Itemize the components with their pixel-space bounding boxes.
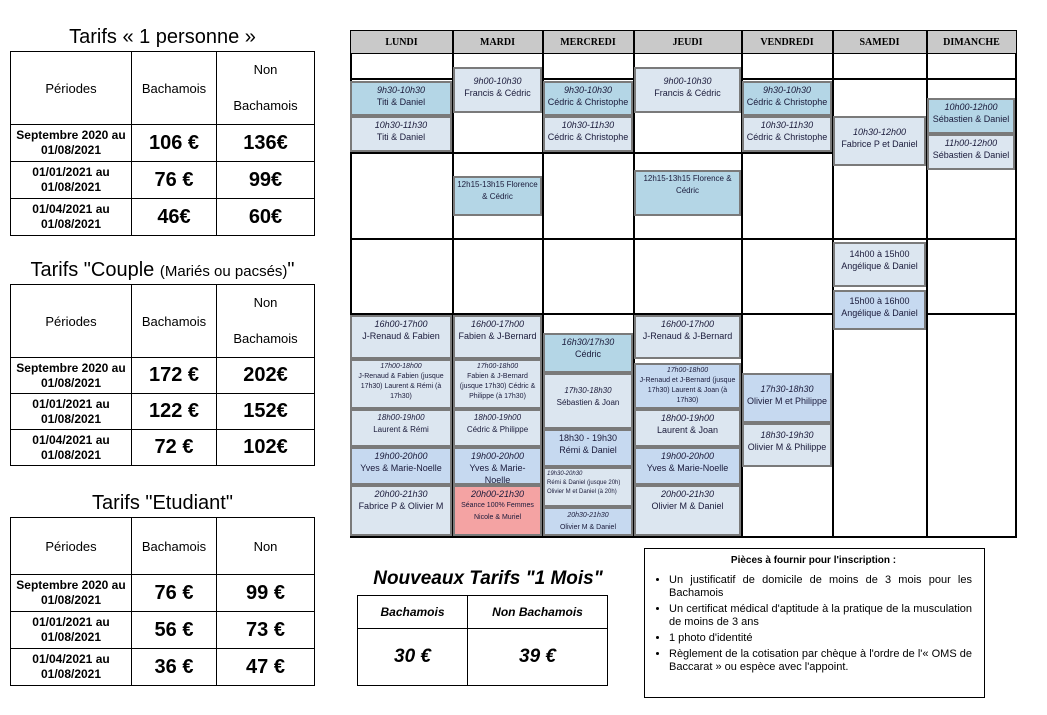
header-non-bachamois: Non Bachamois <box>217 52 315 125</box>
slot-jeudi-5: 18h00-19h00 Laurent & Joan <box>634 409 741 447</box>
tarif-etudiant-title: Tarifs "Etudiant" <box>92 492 233 514</box>
period-cell: 01/01/2021 au 01/08/2021 <box>11 394 132 430</box>
slot-lundi-3: 16h00-17h00 J-Renaud & Fabien <box>350 315 452 359</box>
slot-mardi-2: 12h15-13h15 Florence & Cédric <box>453 176 542 216</box>
period-cell: Septembre 2020 au 01/08/2021 <box>11 575 132 612</box>
header-bachamois: Bachamois <box>358 596 468 629</box>
price-bachamois: 122 € <box>132 394 217 430</box>
nouveaux-tarifs-table <box>357 595 608 686</box>
weekly-schedule <box>350 30 1017 538</box>
slot-mercredi-1: 9h30-10h30 Cédric & Christophe <box>543 81 633 116</box>
slot-jeudi-7: 20h00-21h30 Olivier M & Daniel <box>634 485 741 536</box>
slot-lundi-4: 17h00-18h00 J-Renaud & Fabien (jusque 17h30) Laurent & Rémi (à 17h30) <box>350 359 452 409</box>
slot-lundi-1: 9h30-10h30 Titi & Daniel <box>350 81 452 116</box>
slot-jeudi-2: 12h15-13h15 Florence & Cédric <box>634 170 741 216</box>
slot-lundi-6: 19h00-20h00 Yves & Marie-Noelle <box>350 447 452 485</box>
price-non-bachamois: 60€ <box>217 199 315 236</box>
day-header-vendredi: VENDREDI <box>741 30 833 54</box>
pieces-title: Pièces à fournir pour l'inscription : <box>730 555 897 566</box>
tarif-couple-table <box>10 284 315 466</box>
slot-lundi-2: 10h30-11h30 Titi & Daniel <box>350 116 452 152</box>
slot-samedi-1: 10h30-12h00 Fabrice P et Daniel <box>833 116 926 166</box>
price-bachamois: 106 € <box>132 125 217 162</box>
list-item: • Un justificatif de domicile de moins de 3 mois pour les Bachamois <box>669 574 972 600</box>
price-non-bachamois: 73 € <box>217 612 315 649</box>
slot-jeudi-1: 9h00-10h30 Francis & Cédric <box>634 67 741 113</box>
price-bachamois: 46€ <box>132 199 217 236</box>
slot-mardi-1: 9h00-10h30 Francis & Cédric <box>453 67 542 113</box>
slot-mercredi-2: 10h30-11h30 Cédric & Christophe <box>543 116 633 152</box>
slot-vendredi-2: 10h30-11h30 Cédric & Christophe <box>742 116 832 152</box>
slot-samedi-2: 14h00 à 15h00 Angélique & Daniel <box>833 242 926 287</box>
slot-samedi-3: 15h00 à 16h00 Angélique & Daniel <box>833 290 926 330</box>
slot-mercredi-4: 17h30-18h30 Sébastien & Joan <box>543 373 633 429</box>
price-bachamois: 30 € <box>358 629 468 686</box>
slot-jeudi-6: 19h00-20h00 Yves & Marie-Noelle <box>634 447 741 485</box>
slot-vendredi-1: 9h30-10h30 Cédric & Christophe <box>742 81 832 116</box>
period-cell: 01/04/2021 au 01/08/2021 <box>11 199 132 236</box>
period-cell: 01/04/2021 au 01/08/2021 <box>11 649 132 686</box>
price-non-bachamois: 102€ <box>217 430 315 466</box>
slot-mardi-7: 20h00-21h30 Séance 100% Femmes Nicole & Muriel <box>453 485 542 536</box>
header-periodes: Périodes <box>11 52 132 125</box>
list-item: • 1 photo d'identité <box>669 632 972 645</box>
slot-vendredi-3: 17h30-18h30 Olivier M et Philippe <box>742 373 832 423</box>
slot-mardi-6: 19h00-20h00 Yves & Marie-Noelle <box>453 447 542 485</box>
price-non-bachamois: 136€ <box>217 125 315 162</box>
slot-mardi-5: 18h00-19h00 Cédric & Philippe <box>453 409 542 447</box>
price-bachamois: 76 € <box>132 162 217 199</box>
period-cell: 01/04/2021 au 01/08/2021 <box>11 430 132 466</box>
period-cell: 01/01/2021 au 01/08/2021 <box>11 162 132 199</box>
slot-mercredi-7: 20h30-21h30 Olivier M & Daniel <box>543 507 633 536</box>
header-bachamois: Bachamois <box>132 285 217 358</box>
day-header-dimanche: DIMANCHE <box>926 30 1017 54</box>
day-header-samedi: SAMEDI <box>832 30 927 54</box>
price-bachamois: 72 € <box>132 430 217 466</box>
header-bachamois: Bachamois <box>132 52 217 125</box>
slot-jeudi-4: 17h00-18h00 J-Renaud et J-Bernard (jusque 17h30) Laurent & Joan (à 17h30) <box>634 363 741 409</box>
list-item: • Un certificat médical d'aptitude à la pratique de la musculation de moins de 3 ans <box>669 603 972 629</box>
slot-mercredi-6: 19h30-20h30 Rémi & Daniel (jusque 20h) Olivier M et Daniel (à 20h) <box>543 467 633 507</box>
tarif-personne-table <box>10 51 315 236</box>
slot-dimanche-2: 11h00-12h00 Sébastien & Daniel <box>927 134 1015 170</box>
slot-dimanche-1: 10h00-12h00 Sébastien & Daniel <box>927 98 1015 134</box>
tarif-personne-title: Tarifs « 1 personne » <box>69 26 256 48</box>
slot-lundi-7: 20h00-21h30 Fabrice P & Olivier M <box>350 485 452 536</box>
price-bachamois: 172 € <box>132 358 217 394</box>
day-header-lundi: LUNDI <box>350 30 453 54</box>
price-non-bachamois: 39 € <box>468 629 608 686</box>
price-non-bachamois: 99€ <box>217 162 315 199</box>
pieces-a-fournir <box>644 548 985 698</box>
header-bachamois: Bachamois <box>132 518 217 575</box>
price-bachamois: 56 € <box>132 612 217 649</box>
price-bachamois: 36 € <box>132 649 217 686</box>
slot-vendredi-4: 18h30-19h30 Olivier M & Philippe <box>742 423 832 467</box>
header-non-bachamois: Non Bachamois <box>217 285 315 358</box>
day-header-mardi: MARDI <box>452 30 543 54</box>
price-non-bachamois: 152€ <box>217 394 315 430</box>
header-non: Non <box>217 518 315 575</box>
price-non-bachamois: 202€ <box>217 358 315 394</box>
slot-mercredi-3: 16h30/17h30 Cédric <box>543 333 633 373</box>
slot-mardi-4: 17h00-18h00 Fabien & J-Bernard (jusque 17h30) Cédric & Philippe (à 17h30) <box>453 359 542 409</box>
day-header-jeudi: JEUDI <box>633 30 742 54</box>
nouveaux-tarifs-title: Nouveaux Tarifs "1 Mois" <box>373 568 603 589</box>
row-line <box>350 238 1017 240</box>
price-non-bachamois: 99 € <box>217 575 315 612</box>
period-cell: 01/01/2021 au 01/08/2021 <box>11 612 132 649</box>
period-cell: Septembre 2020 au 01/08/2021 <box>11 125 132 162</box>
price-non-bachamois: 47 € <box>217 649 315 686</box>
day-header-mercredi: MERCREDI <box>542 30 634 54</box>
tarif-etudiant-table <box>10 517 315 686</box>
slot-mardi-3: 16h00-17h00 Fabien & J-Bernard <box>453 315 542 359</box>
slot-mercredi-5: 18h30 - 19h30 Rémi & Daniel <box>543 429 633 467</box>
slot-lundi-5: 18h00-19h00 Laurent & Rémi <box>350 409 452 447</box>
price-bachamois: 76 € <box>132 575 217 612</box>
header-non-bachamois: Non Bachamois <box>468 596 608 629</box>
header-periodes: Périodes <box>11 285 132 358</box>
tarif-couple-title: Tarifs "Couple (Mariés ou pacsés)" <box>30 259 295 281</box>
pieces-list <box>655 574 972 674</box>
period-cell: Septembre 2020 au 01/08/2021 <box>11 358 132 394</box>
slot-jeudi-3: 16h00-17h00 J-Renaud & J-Bernard <box>634 315 741 359</box>
header-periodes: Périodes <box>11 518 132 575</box>
list-item: • Règlement de la cotisation par chèque à l'ordre de l'« OMS de Baccarat » ou espèce avec l'appoint. <box>669 648 972 674</box>
